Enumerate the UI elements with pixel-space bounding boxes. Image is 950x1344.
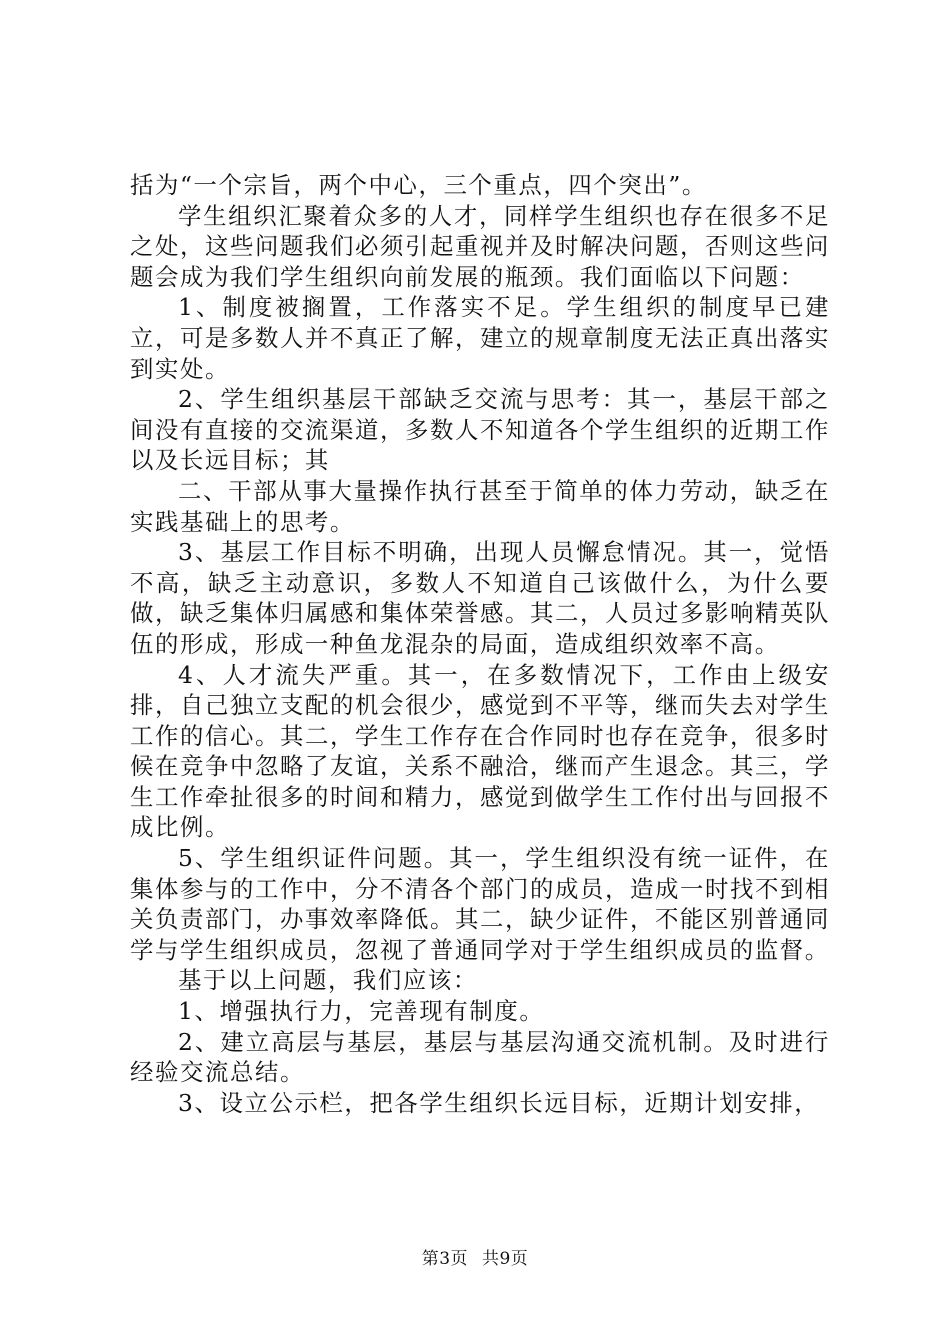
paragraph: 括为“一个宗旨，两个中心，三个重点，四个突出”。 bbox=[130, 171, 707, 199]
page-number: 第3页 bbox=[421, 1249, 469, 1269]
document-body bbox=[130, 170, 830, 1118]
paragraph: 基于以上问题，我们应该： bbox=[178, 966, 478, 995]
paragraph: 3、设立公示栏，把各学生组织长远目标，近期计划安排， bbox=[178, 1088, 820, 1117]
paragraph: 3、基层工作目标不明确，出现人员懈怠情况。其一，觉悟不高，缺乏主动意识，多数人不知道自己该做什么，为什么要做，缺乏集体归属感和集体荣誉感。其二，人员过多影响精英队伍的形成，形成一种鱼龙混杂的局面，造成组织效率不高。 bbox=[130, 538, 830, 658]
paragraph: 2、学生组织基层干部缺乏交流与思考：其一，基层干部之间没有直接的交流渠道，多数人不知道各个学生组织的近期工作以及长远目标；其 bbox=[130, 385, 830, 475]
paragraph: 2、建立高层与基层，基层与基层沟通交流机制。及时进行经验交流总结。 bbox=[130, 1027, 830, 1087]
page-total: 共9页 bbox=[481, 1249, 529, 1269]
paragraph: 二、干部从事大量操作执行甚至于简单的体力劳动，缺乏在实践基础上的思考。 bbox=[130, 476, 830, 536]
paragraph: 学生组织汇聚着众多的人才，同样学生组织也存在很多不足之处，这些问题我们必须引起重视并及时解决问题，否则这些问题会成为我们学生组织向前发展的瓶颈。我们面临以下问题： bbox=[130, 201, 830, 291]
page-footer bbox=[0, 1244, 950, 1269]
paragraph: 1、制度被搁置，工作落实不足。学生组织的制度早已建立，可是多数人并不真正了解，建立的规章制度无法正真出落实到实处。 bbox=[130, 293, 830, 383]
paragraph: 1、增强执行力，完善现有制度。 bbox=[178, 997, 545, 1026]
paragraph: 5、学生组织证件问题。其一，学生组织没有统一证件，在集体参与的工作中，分不清各个部门的成员，造成一时找不到相关负责部门，办事效率降低。其二，缺少证件，不能区别普通同学与学生组织成员，忽视了普通同学对于学生组织成员的监督。 bbox=[130, 844, 830, 964]
paragraph: 4、人才流失严重。其一，在多数情况下，工作由上级安排，自己独立支配的机会很少，感觉到不平等，继而失去对学生工作的信心。其二，学生工作存在合作同时也存在竞争，很多时候在竞争中忽略了友谊，关系不融洽，继而产生退念。其三，学生工作牵扯很多的时间和精力，感觉到做学生工作付出与回报不成比例。 bbox=[130, 660, 830, 842]
